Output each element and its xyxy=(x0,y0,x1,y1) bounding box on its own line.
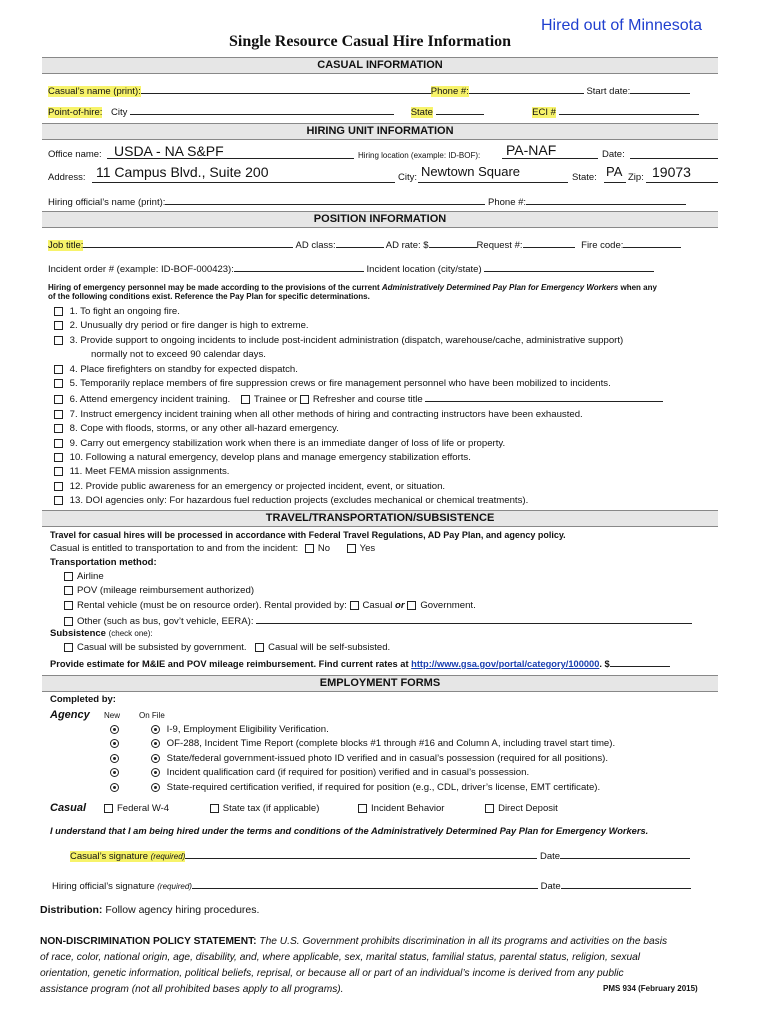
fire-code-field[interactable] xyxy=(623,237,681,248)
poh-city-label: City xyxy=(111,107,128,118)
ad-class-field[interactable] xyxy=(336,237,384,248)
ad-rate-field[interactable] xyxy=(429,237,477,248)
point-of-hire-label: Point-of-hire: xyxy=(48,107,103,118)
casual-name-row xyxy=(48,83,690,97)
direct-deposit-label: Direct Deposit xyxy=(498,803,558,814)
address-underline xyxy=(92,182,395,183)
employment-forms-list xyxy=(110,723,615,795)
no-label: No xyxy=(317,543,330,554)
subsist-self-checkbox[interactable] xyxy=(255,643,264,652)
distribution-label: Distribution: xyxy=(40,904,103,916)
other-transport-field[interactable] xyxy=(256,613,692,624)
ad-rate-label: AD rate: $ xyxy=(385,240,429,251)
unit-zip-field[interactable]: 19073 xyxy=(652,164,691,180)
condition-item[interactable]: 5. Temporarily replace members of fire suppression crews or fire management personnel who have been mobilized to incidents. xyxy=(54,377,663,391)
subsist-self-label: Casual will be self-subsisted. xyxy=(268,642,391,653)
hiring-official-field[interactable] xyxy=(165,194,485,205)
direct-deposit-checkbox[interactable] xyxy=(485,804,494,813)
subsistence-options xyxy=(64,642,390,653)
hiring-location-label: Hiring location (example: ID-BOF): xyxy=(358,151,481,160)
employment-form-item: Incident qualification card (if required for position) verified and in casual’s possession. xyxy=(110,766,615,780)
casual-section-header: CASUAL INFORMATION xyxy=(42,57,718,74)
employment-form-item: State/federal government-issued photo ID verified and in casual’s possession (required for all positions). xyxy=(110,752,615,766)
condition-item[interactable]: 12. Provide public awareness for an emergency or projected incident, event, or situation. xyxy=(54,480,663,494)
eci-label: ECI # xyxy=(532,107,556,118)
casual-name-field[interactable] xyxy=(141,83,431,94)
checkbox[interactable] xyxy=(64,617,73,626)
casual-sig-date-label: Date xyxy=(539,851,561,862)
checkbox[interactable] xyxy=(54,379,63,388)
subsist-government-label: Casual will be subsisted by government. xyxy=(77,642,247,653)
casual-phone-label: Phone #: xyxy=(430,86,469,97)
condition-item[interactable]: 6. Attend emergency incident training. Trainee or Refresher and course title xyxy=(54,391,663,407)
yes-checkbox[interactable] xyxy=(347,544,356,553)
hiring-unit-section-header: HIRING UNIT INFORMATION xyxy=(42,123,718,140)
yes-label: Yes xyxy=(359,543,376,554)
poh-city-field[interactable] xyxy=(130,104,394,115)
request-label: Request #: xyxy=(476,240,523,251)
estimate-label: Provide estimate for M&IE and POV mileage reimbursement. Find current rates at xyxy=(50,659,409,669)
rental-option[interactable]: Rental vehicle (must be on resource order). Rental provided by: Casual or Government. xyxy=(64,599,692,613)
pay-plan-intro xyxy=(48,283,657,301)
new-radio[interactable] xyxy=(110,754,119,763)
conditions-list xyxy=(54,305,663,509)
transport-method-label: Transportation method: xyxy=(50,557,157,568)
course-title-field[interactable] xyxy=(425,391,663,402)
no-checkbox[interactable] xyxy=(305,544,314,553)
hiring-location-underline xyxy=(502,158,598,159)
estimate-field[interactable] xyxy=(610,656,670,667)
refresher-checkbox[interactable] xyxy=(300,395,309,404)
condition-3-continued: normally not to exceed 90 calendar days. xyxy=(91,349,266,361)
hiring-location-field[interactable]: PA-NAF xyxy=(506,142,557,158)
checkbox[interactable] xyxy=(54,424,63,433)
subsistence-label: Subsistence xyxy=(50,628,106,639)
official-sig-date-field[interactable] xyxy=(561,878,691,889)
employment-section-header: EMPLOYMENT FORMS xyxy=(42,675,718,692)
official-signature-row xyxy=(52,878,691,892)
official-signature-field[interactable] xyxy=(192,878,538,889)
start-date-label: Start date: xyxy=(586,86,631,97)
new-column-label: New xyxy=(104,711,121,720)
entitled-label: Casual is entitled to transportation to and from the incident: xyxy=(50,543,299,554)
new-radio[interactable] xyxy=(110,725,119,734)
other-option[interactable]: Other (such as bus, gov’t vehicle, EERA): xyxy=(64,613,692,629)
unit-zip-underline xyxy=(646,182,718,183)
understand-statement: I understand that I am being hired under the terms and conditions of the Administratively Determined Pay Plan for Emergency Workers. xyxy=(50,826,649,836)
new-radio[interactable] xyxy=(110,783,119,792)
travel-section-header: TRAVEL/TRANSPORTATION/SUBSISTENCE xyxy=(42,510,718,527)
checkbox[interactable] xyxy=(54,496,63,505)
point-of-hire-row xyxy=(48,104,699,118)
travel-intro: Travel for casual hires will be processed in accordance with Federal Travel Regulations, AD Pay Plan, and agency policy. xyxy=(50,530,566,540)
casual-name-label: Casual’s name (print): xyxy=(48,86,141,97)
checkbox[interactable] xyxy=(54,467,63,476)
dollar-sign: . $ xyxy=(599,659,610,669)
non-discrimination-statement: NON-DISCRIMINATION POLICY STATEMENT: The U.S. Government prohibits discrimination in all its programs and activities on the basis of race, color, national origin, age, disability, and, where applicable, sex, marital status, familial status, parental status, religion, sexual orientation, genetic information, political beliefs, reprisal, or because all or part of an individual’s income is derived from any public assistance program (not all prohibited bases apply to all programs). xyxy=(40,936,668,995)
casual-sig-date-field[interactable] xyxy=(560,848,690,859)
new-radio[interactable] xyxy=(110,768,119,777)
condition-item[interactable]: 9. Carry out emergency stabilization work when there is an immediate danger of loss of life or property. xyxy=(54,437,663,451)
intro-part-d: of the following conditions exist. Reference the Pay Plan for specific determinations. xyxy=(48,292,370,301)
hired-out-stamp: Hired out of Minnesota xyxy=(541,17,702,34)
casual-signature-row xyxy=(70,848,690,862)
fire-code-label: Fire code: xyxy=(581,240,624,251)
checkbox[interactable] xyxy=(54,439,63,448)
checkbox[interactable] xyxy=(54,410,63,419)
job-title-label: Job title: xyxy=(48,240,84,251)
subsist-government-checkbox[interactable] xyxy=(64,643,73,652)
official-phone-label: Phone #: xyxy=(488,197,527,208)
on-file-column-label: On File xyxy=(139,711,165,720)
unit-state-label: State: xyxy=(572,172,597,183)
incident-behavior-checkbox[interactable] xyxy=(358,804,367,813)
incident-order-field[interactable] xyxy=(234,261,364,272)
condition-item[interactable]: 4. Place firefighters on standby for expected dispatch. xyxy=(54,363,663,377)
hiring-official-row xyxy=(48,194,686,208)
checkbox[interactable] xyxy=(54,307,63,316)
official-sig-date-label: Date xyxy=(540,881,561,892)
official-phone-field[interactable] xyxy=(526,194,686,205)
checkbox[interactable] xyxy=(64,601,73,610)
completed-by-label: Completed by: xyxy=(50,694,116,705)
casual-phone-field[interactable] xyxy=(469,83,584,94)
on-file-radio[interactable] xyxy=(151,754,160,763)
hiring-date-field[interactable] xyxy=(630,158,718,159)
casual-forms-label: Casual xyxy=(50,802,87,814)
estimate-row xyxy=(50,656,670,669)
condition-item[interactable]: 3. Provide support to ongoing incidents to include post-incident administration (dispatch, warehouse/cache, administrative support) xyxy=(54,334,663,348)
unit-zip-label: Zip: xyxy=(628,172,644,183)
agency-label: Agency xyxy=(50,709,90,721)
address-field[interactable]: 11 Campus Blvd., Suite 200 xyxy=(96,164,269,180)
employment-form-item: I-9, Employment Eligibility Verification. xyxy=(110,723,615,737)
trainee-label: Trainee or xyxy=(253,394,298,406)
state-tax-label: State tax (if applicable) xyxy=(222,803,320,814)
job-row xyxy=(48,237,681,251)
hiring-date-label: Date: xyxy=(602,149,625,160)
rental-government-checkbox[interactable] xyxy=(407,601,416,610)
intro-part-a: Hiring of emergency personnel may be made according to the provisions of the current xyxy=(48,283,382,292)
checkbox[interactable] xyxy=(54,321,63,330)
distribution-text: Follow agency hiring procedures. xyxy=(105,904,260,916)
unit-city-field[interactable]: Newtown Square xyxy=(421,164,520,179)
condition-item[interactable]: 7. Instruct emergency incident training when all other methods of hiring and contracting instructors have been exhausted. xyxy=(54,408,663,422)
checkbox[interactable] xyxy=(64,572,73,581)
condition-item[interactable]: 10. Following a natural emergency, develop plans and manage emergency stabilization efforts. xyxy=(54,451,663,465)
w4-label: Federal W-4 xyxy=(117,803,170,814)
start-date-field[interactable] xyxy=(630,83,690,94)
incident-behavior-label: Incident Behavior xyxy=(371,803,445,814)
transport-methods xyxy=(64,570,692,630)
incident-order-label: Incident order # (example: ID-BOF-000423): xyxy=(48,264,234,275)
checkbox[interactable] xyxy=(54,453,63,462)
check-one: (check one): xyxy=(108,629,153,638)
checkbox[interactable] xyxy=(64,586,73,595)
request-field[interactable] xyxy=(523,237,575,248)
subsistence-row xyxy=(50,628,153,639)
transport-entitled-row xyxy=(50,543,375,554)
order-row xyxy=(48,261,654,275)
condition-item[interactable]: 2. Unusually dry period or fire danger is high to extreme. xyxy=(54,319,663,333)
form-id: PMS 934 (February 2015) xyxy=(603,984,698,993)
intro-pay-plan: Administratively Determined Pay Plan for Emergency Workers xyxy=(381,283,619,292)
on-file-radio[interactable] xyxy=(151,739,160,748)
checkbox[interactable] xyxy=(54,336,63,345)
on-file-radio[interactable] xyxy=(151,783,160,792)
condition-item[interactable]: 11. Meet FEMA mission assignments. xyxy=(54,465,663,479)
incident-location-field[interactable] xyxy=(484,261,654,272)
airline-option[interactable]: Airline xyxy=(64,570,692,584)
checkbox[interactable] xyxy=(54,365,63,374)
employment-form-item: OF-288, Incident Time Report (complete blocks #1 through #16 and Column A, including travel start time). xyxy=(110,737,615,751)
ad-class-label: AD class: xyxy=(295,240,336,251)
checkbox[interactable] xyxy=(54,395,63,404)
gsa-link[interactable]: http://www.gsa.gov/portal/category/100000 xyxy=(411,659,600,669)
position-section-header: POSITION INFORMATION xyxy=(42,211,718,228)
unit-city-label: City: xyxy=(398,172,417,183)
casual-forms-row xyxy=(104,803,558,814)
office-name-field[interactable]: USDA - NA S&PF xyxy=(114,143,224,159)
checkbox[interactable] xyxy=(54,482,63,491)
casual-signature-field[interactable] xyxy=(185,848,537,859)
on-file-radio[interactable] xyxy=(151,768,160,777)
unit-state-field[interactable]: PA xyxy=(606,164,623,179)
unit-state-underline xyxy=(604,182,626,183)
nd-label: NON-DISCRIMINATION POLICY STATEMENT: xyxy=(40,936,257,947)
intro-part-c: when any xyxy=(618,283,657,292)
unit-city-underline xyxy=(418,182,568,183)
official-signature-label: Hiring official’s signature xyxy=(52,881,155,892)
office-label: Office name: xyxy=(48,149,102,160)
on-file-radio[interactable] xyxy=(151,725,160,734)
official-required: (required) xyxy=(157,882,192,891)
poh-state-field[interactable] xyxy=(436,104,484,115)
trainee-checkbox[interactable] xyxy=(241,395,250,404)
incident-location-label: Incident location (city/state) xyxy=(366,264,482,275)
hiring-official-label: Hiring official’s name (print): xyxy=(48,197,166,208)
employment-form-item: State-required certification verified, if required for position (e.g., CDL, driver’s license, EMT certificate). xyxy=(110,781,615,795)
job-title-field[interactable] xyxy=(83,237,293,248)
poh-state-label: State xyxy=(410,107,433,118)
w4-checkbox[interactable] xyxy=(104,804,113,813)
casual-signature-label: Casual’s signature (required) xyxy=(70,851,186,862)
form-title: Single Resource Casual Hire Information xyxy=(229,33,512,50)
new-radio[interactable] xyxy=(110,739,119,748)
rental-casual-checkbox[interactable] xyxy=(350,601,359,610)
condition-item[interactable]: 1. To fight an ongoing fire. xyxy=(54,305,663,319)
address-label: Address: xyxy=(48,172,86,183)
distribution-row xyxy=(40,904,259,916)
eci-field[interactable] xyxy=(559,104,699,115)
refresher-label: Refresher and course title xyxy=(312,394,423,406)
condition-item[interactable]: 13. DOI agencies only: For hazardous fuel reduction projects (excludes mechanical or chemical treatments). xyxy=(54,494,663,508)
pov-option[interactable]: POV (mileage reimbursement authorized) xyxy=(64,584,692,598)
condition-item[interactable]: 8. Cope with floods, storms, or any other all-hazard emergency. xyxy=(54,422,663,436)
state-tax-checkbox[interactable] xyxy=(210,804,219,813)
